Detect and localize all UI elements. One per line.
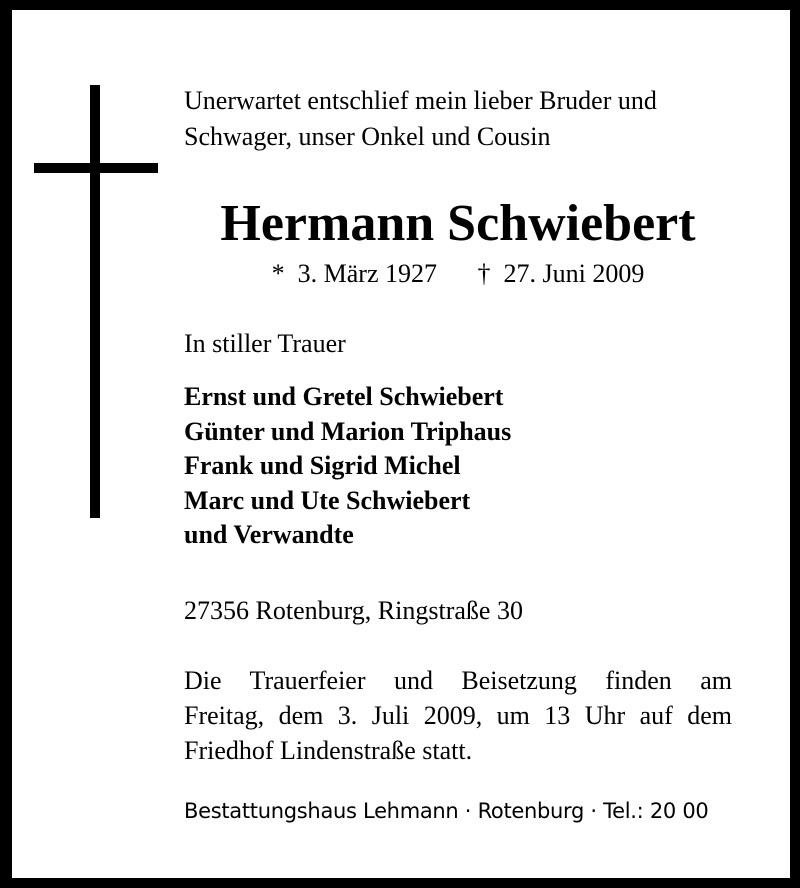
service-line: Freitag, dem 3. Juli 2009, um 13 Uhr auf dem: [184, 701, 732, 730]
family-member: Ernst und Gretel Schwiebert: [184, 382, 504, 411]
family-member: Günter und Marion Triphaus: [184, 416, 512, 446]
birth-date: 3. März 1927: [297, 259, 437, 288]
cross-icon: [90, 85, 100, 518]
family-member: Marc und Ute Schwiebert: [184, 485, 471, 515]
family-member: Frank und Sigrid Michel: [184, 451, 461, 480]
funeral-home-footer: Bestattungshaus Lehmann · Rotenburg · Tel.: 20 00: [184, 799, 709, 823]
service-line: Die Trauerfeier und Beisetzung finden am: [184, 666, 732, 695]
birth-info: [272, 259, 444, 288]
intro-line: Unerwartet entschlief mein lieber Bruder und: [184, 86, 657, 115]
service-line: Friedhof Lindenstraße statt.: [184, 736, 473, 765]
family-member: und Verwandte: [184, 520, 354, 549]
address: 27356 Rotenburg, Ringstraße 30: [184, 596, 523, 625]
mourning-heading: In stiller Trauer: [184, 329, 346, 358]
life-dates: [150, 257, 766, 291]
intro-line: Schwager, unser Onkel und Cousin: [184, 122, 551, 151]
death-info: [478, 259, 645, 288]
death-date: 27. Juni 2009: [503, 259, 645, 288]
service-info: [184, 663, 732, 768]
death-symbol: †: [477, 259, 491, 288]
cross-icon-crossbar: [34, 163, 158, 173]
deceased-name: Hermann Schwiebert: [220, 195, 696, 252]
family-list: [184, 380, 732, 553]
intro-text: [184, 83, 732, 155]
birth-symbol: *: [271, 259, 285, 288]
